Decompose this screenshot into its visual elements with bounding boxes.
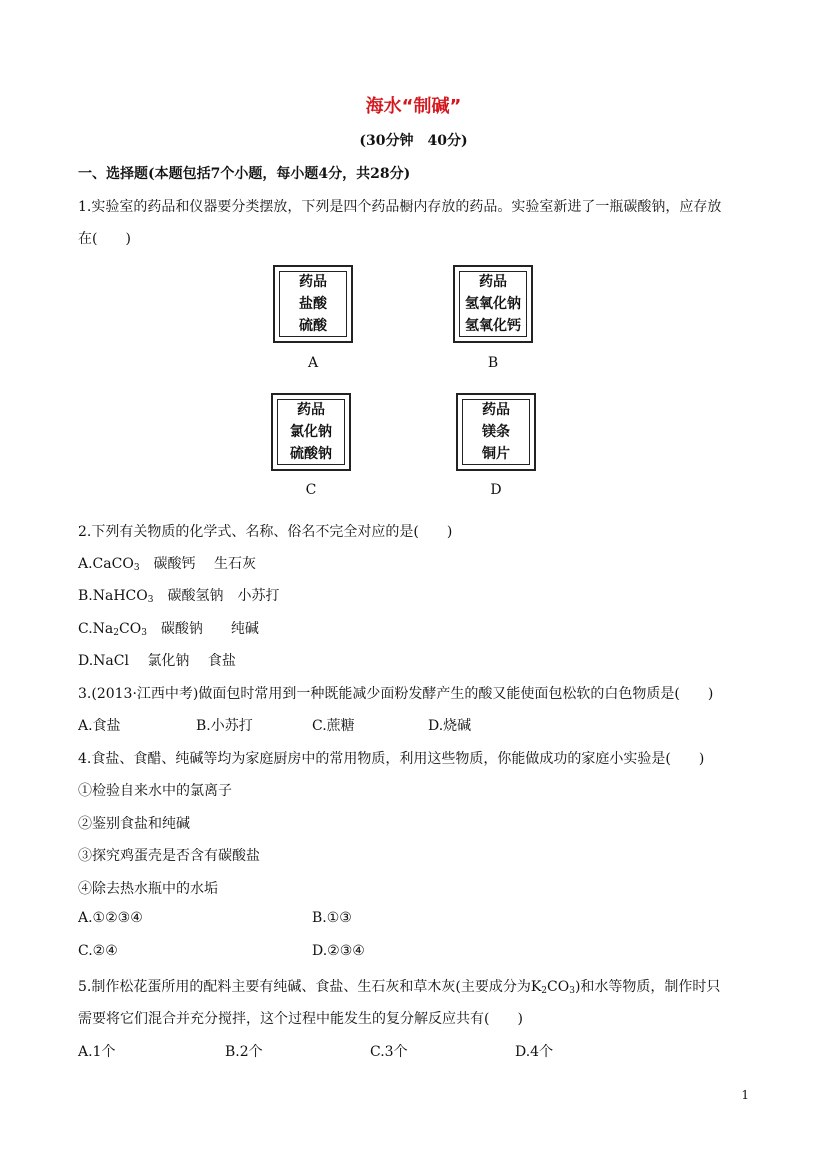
q5-stem-line1: 5.制作松花蛋所用的配料主要有纯碱、食盐、生石灰和草木灰(主要成分为$K_2CO_3$)和水等物质，制作时只: [78, 979, 721, 996]
q1-stem-line1: 1.实验室的药品和仪器要分类摆放，下列是四个药品橱内存放的药品。实验室新进了一瓶碳酸钠，应存放: [78, 199, 722, 215]
q4-option-d: D.②③④: [312, 943, 365, 959]
cabinet-b-line: 氢氧化钙: [465, 318, 521, 334]
cabinet-c-line: 药品: [297, 402, 325, 418]
q4-option-a: A.①②③④: [78, 910, 143, 926]
page-title: 海水“制碱”: [365, 96, 462, 117]
section-heading: 一、选择题(本题包括7个小题，每小题4分，共28分): [78, 166, 411, 182]
q5-option-d: D.4个: [515, 1044, 554, 1060]
q4-option-c: C.②④: [78, 943, 118, 959]
q5-option-c: C.3个: [370, 1044, 408, 1060]
cabinet-box-c: [271, 393, 351, 471]
q5-option-a: A.1个: [78, 1044, 116, 1060]
q4-item-3: ③探究鸡蛋壳是否含有碳酸盐: [78, 848, 260, 864]
q5-option-b: B.2个: [225, 1044, 263, 1060]
q1-stem-line2: 在( ): [78, 231, 131, 247]
cabinet-a-line: 硫酸: [299, 318, 327, 334]
cabinet-box-b: [453, 265, 533, 343]
q4-item-1: ①检验自来水中的氯离子: [78, 783, 232, 799]
q4-option-b: B.①③: [312, 910, 352, 926]
q2-option-b: B.NaHCO$_3$ 碳酸氢钠 小苏打: [78, 588, 280, 605]
cabinet-label-d: D: [490, 482, 502, 498]
q2-option-c: $C.Na_2CO_3$ 碳酸钠 纯碱: [78, 621, 259, 638]
q4-stem: 4.食盐、食醋、纯碱等均为家庭厨房中的常用物质，利用这些物质，你能做成功的家庭小实验是( ): [78, 751, 705, 767]
q2-option-d: D.NaCl 氯化钠 食盐: [78, 653, 236, 669]
q3-option-b: B.小苏打: [196, 718, 253, 734]
cabinet-d-line: 镁条: [482, 424, 510, 440]
cabinet-a-line: 药品: [299, 274, 327, 290]
q3-option-c: C.蔗糖: [312, 718, 355, 734]
cabinet-d-line: 铜片: [482, 446, 510, 462]
q5-stem-line2: 需要将它们混合并充分搅拌，这个过程中能发生的复分解反应共有( ): [78, 1011, 523, 1027]
cabinet-label-c: C: [305, 482, 317, 498]
q4-item-4: ④除去热水瓶中的水垢: [78, 881, 218, 897]
cabinet-label-b: B: [487, 355, 499, 371]
q3-stem: 3.(2013·江西中考)做面包时常用到一种既能减少面粉发酵产生的酸又能使面包松软的白色物质是( ): [78, 686, 714, 702]
page-subtitle: (30分钟 40分): [359, 133, 468, 149]
q2-stem: 2.下列有关物质的化学式、名称、俗名不完全对应的是( ): [78, 524, 453, 540]
cabinet-c-line: 硫酸钠: [290, 446, 332, 462]
cabinet-b-line: 药品: [479, 274, 507, 290]
cabinet-box-a: [273, 265, 353, 343]
cabinet-box-d: [456, 393, 536, 471]
cabinet-b-line: 氢氧化钠: [465, 296, 521, 312]
q2-option-a: A.CaCO$_3$ 碳酸钙 生石灰: [78, 556, 256, 573]
cabinet-c-line: 氯化钠: [290, 424, 332, 440]
q3-option-d: D.烧碱: [428, 718, 472, 734]
cabinet-label-a: A: [307, 355, 319, 371]
page-number: 1: [741, 1088, 749, 1102]
cabinet-d-line: 药品: [482, 402, 510, 418]
q4-item-2: ②鉴别食盐和纯碱: [78, 816, 190, 832]
q3-option-a: A.食盐: [78, 718, 121, 734]
cabinet-a-line: 盐酸: [299, 296, 327, 312]
